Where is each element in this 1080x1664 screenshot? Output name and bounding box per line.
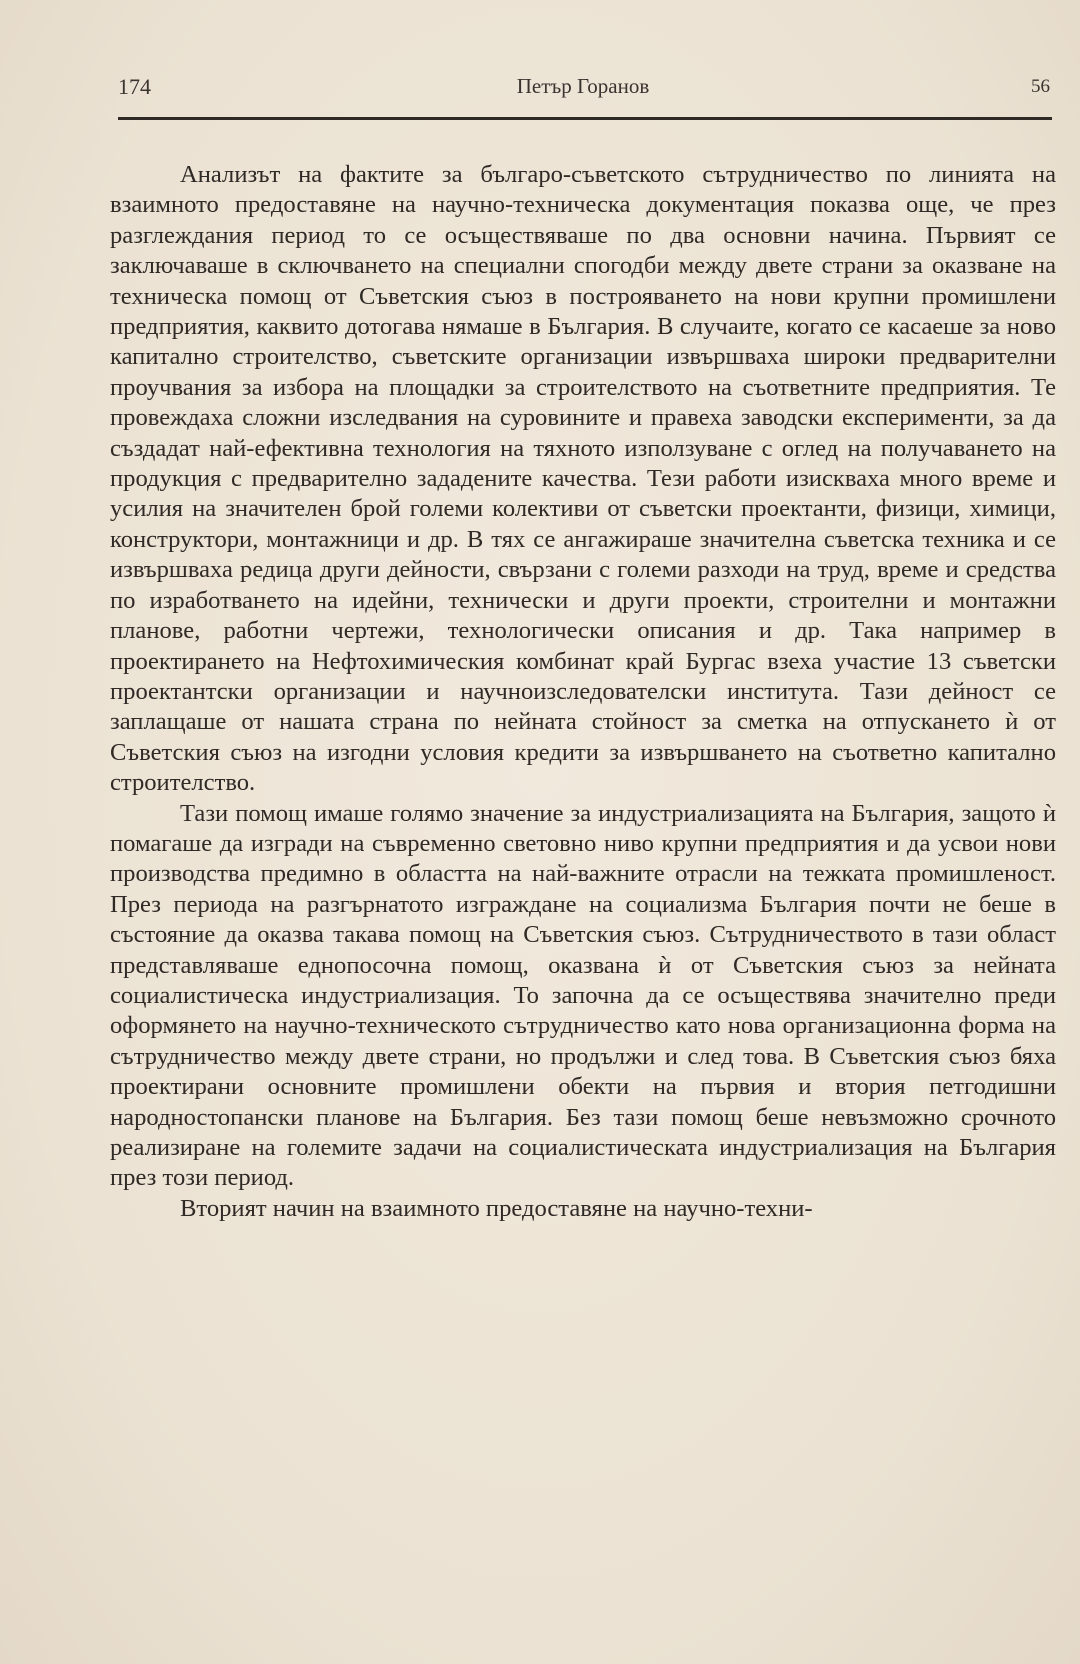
paragraph: Анализът на фактите за българо-съветското сътрудничество по линията на взаимното предоставяне на научно-техническа документация показва още, че през разглеждания период то се осъществяваше по два основни начина. Първият се заключаваше в сключването на специални спогодби между двете страни за оказване на техническа помощ от Съветския съюз в построяването на нови крупни промишлени предприятия, каквито дотогава нямаше в България. В случаите, когато се касаеше за ново капитално строителство, съветските организации извършваха широки предварителни проучвания за избора на площадки за строителството на съответните предприятия. Те провеждаха сложни изследвания на суровините и правеха заводски експерименти, за да създадат най-ефективна технология на тяхното използуване с оглед на получаването на продукция с предварително зададените качества. Тези работи изискваха много време и усилия на значителен брой големи колективи от съветски проектанти, физици, химици, конструктори, монтажници и др. В тях се ангажираше значителна съветска техника и се извършваха редица други дейности, свързани с големи разходи на труд, време и средства по изработването на идейни, технически и други проекти, строителни и монтажни планове, работни чертежи, технологически описания и др. Така например в проектирането на Нефтохимическия комбинат край Бургас взеха участие 13 съветски проектантски организации и научноизследователски института. Тази дейност се заплащаше от нашата страна по нейната стойност за сметка на отпускането ѝ от Съветския съюз на изгодни условия кредити за извършването на съответно капитално строителство.: [110, 161, 1056, 797]
paragraph: Вторият начин на взаимното предоставяне на научно-техни-: [180, 1194, 813, 1222]
footnote-reference: 56: [1031, 76, 1050, 97]
running-title: Петър Горанов: [516, 74, 650, 98]
page-number: 174: [118, 74, 151, 99]
header-rule: [118, 117, 1052, 120]
body-text: [110, 160, 1056, 1224]
page-header: [118, 74, 1048, 106]
paragraph: Тази помощ имаше голямо значение за индустриализацията на България, защото ѝ помагаше да изгради на съвременно световно ниво крупни предприятия и да усвои нови производства предимно в областта на най-важните отрасли на тежката промишленост. През периода на разгърнатото изграждане на социализма България почти не беше в състояние да оказва такава помощ на Съветския съюз. Сътрудничеството в тази област представляваше еднопосочна помощ, оказвана ѝ от Съветския съюз за нейната социалистическа индустриализация. То започна да се осъществява значително преди оформянето на научно-техническото сътрудничество като нова организационна форма на сътрудничество между двете страни, но продължи и след това. В Съветския съюз бяха проектирани основните промишлени обекти на първия и втория петгодишни народностопански планове на България. Без тази помощ беше невъзможно срочното реализиране на големите задачи на социалистическата индустриализация на България през този период.: [110, 799, 1056, 1192]
